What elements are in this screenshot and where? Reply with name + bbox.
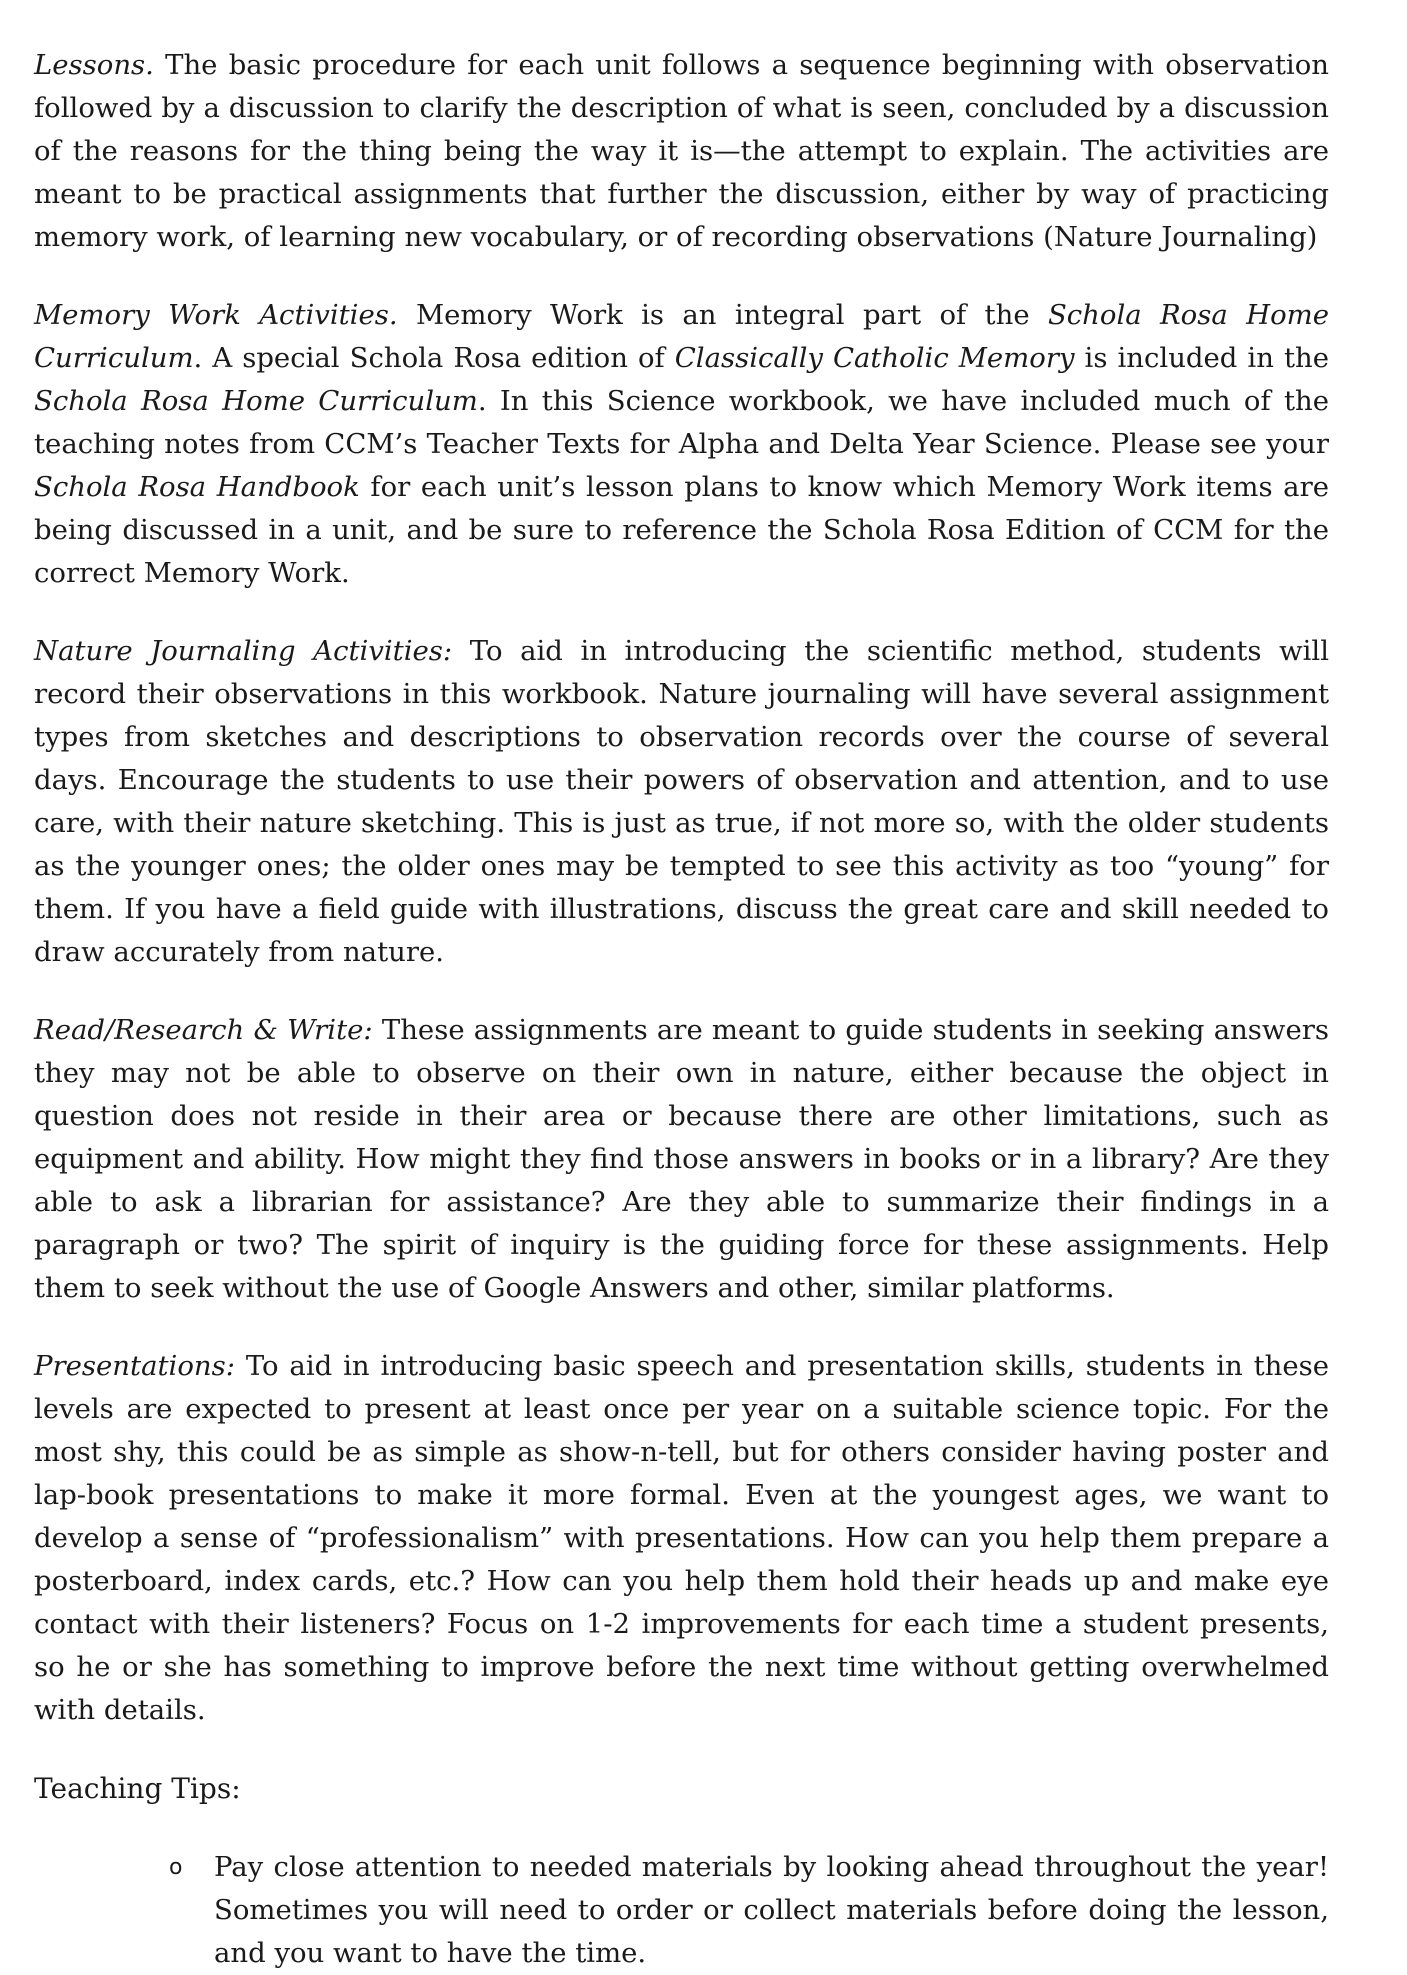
title-reference: Schola Rosa Home Curriculum <box>34 385 478 417</box>
circle-bullet-icon: o <box>169 1855 183 1880</box>
section-lead: Presentations: <box>34 1350 235 1382</box>
section-nature-journaling <box>34 630 1329 974</box>
section-text: To aid in introducing basic speech and presentation skills, students in these levels are expected to present at least once per year on a suitable science topic. For the most shy, this could be as simple as show-n-tell, but for others consider having poster and lap-book presentations to make it more formal. Even at the youngest ages, we want to develop a sense of “professionalism” with presentations. How can you help them prepare a posterboard, index cards, etc.? How can you help them hold their heads up and make eye contact with their listeners? Focus on 1-2 improvements for each time a student presents, so he or she has something to improve before the next time without getting overwhelmed with details. <box>34 1350 1329 1726</box>
section-text: . In this Science workbook, we have included much of the teaching notes from CCM’s Teacher Texts for Alpha and Delta Year Science. Please see your <box>34 385 1329 460</box>
teaching-tips-list <box>34 1846 1329 1975</box>
section-text: is included in the <box>1074 342 1329 374</box>
section-lead: Lessons. <box>34 49 154 81</box>
list-item <box>34 1846 1329 1975</box>
section-text: The basic procedure for each unit follows a sequence beginning with observation followed by a discussion to clarify the description of what is seen, concluded by a discussion of the reasons for the thing being the way it is—the attempt to explain. The activities are meant to be practical assignments that further the discussion, either by way of practicing memory work, of learning new vocabulary, or of recording observations (Nature Journaling) <box>34 49 1329 253</box>
section-lead: Read/Research & Write: <box>34 1014 373 1046</box>
section-text: Memory Work is an integral part of the <box>397 299 1048 331</box>
teaching-tips-heading: Teaching Tips: <box>34 1772 241 1805</box>
title-reference: Classically Catholic Memory <box>674 342 1075 374</box>
section-lessons <box>34 44 1329 259</box>
section-lead: Memory Work Activities. <box>34 299 398 331</box>
section-text: To aid in introducing the scientific method, students will record their observations in this workbook. Nature journaling will have several assignment types from sketches and descriptions to observation records over the course of several days. Encourage the students to use their powers of observation and attention, and to use care, with their nature sketching. This is just as true, if not more so, with the older students as the younger ones; the older ones may be tempted to see this activity as too “young” for them. If you have a field guide with illustrations, discuss the great care and skill needed to draw accurately from nature. <box>34 635 1330 968</box>
section-text: . A special Schola Rosa edition of <box>193 342 675 374</box>
section-presentations <box>34 1345 1329 1732</box>
title-reference: Schola Rosa Home Curriculum <box>34 299 1329 374</box>
section-memory-work <box>34 294 1329 595</box>
tip-text: Pay close attention to needed materials by looking ahead throughout the year! Sometimes you will need to order or collect materials before doing the lesson, and you want to have the time. <box>214 1851 1329 1969</box>
title-reference: Schola Rosa Handbook <box>34 471 360 503</box>
section-text: These assignments are meant to guide students in seeking answers they may not be able to observe on their own in nature, either because the object in question does not reside in their area or because there are other limitations, such as equipment and ability. How might they find those answers in books or in a library? Are they able to ask a librarian for assistance? Are they able to summarize their findings in a paragraph or two? The spirit of inquiry is the guiding force for these assignments. Help them to seek without the use of Google Answers and other, similar platforms. <box>34 1014 1329 1304</box>
section-read-research-write <box>34 1009 1329 1310</box>
section-lead: Nature Journaling Activities: <box>34 635 453 667</box>
section-text: for each unit’s lesson plans to know which Memory Work items are being discussed in a unit, and be sure to reference the Schola Rosa Edition of CCM for the correct Memory Work. <box>34 471 1329 589</box>
